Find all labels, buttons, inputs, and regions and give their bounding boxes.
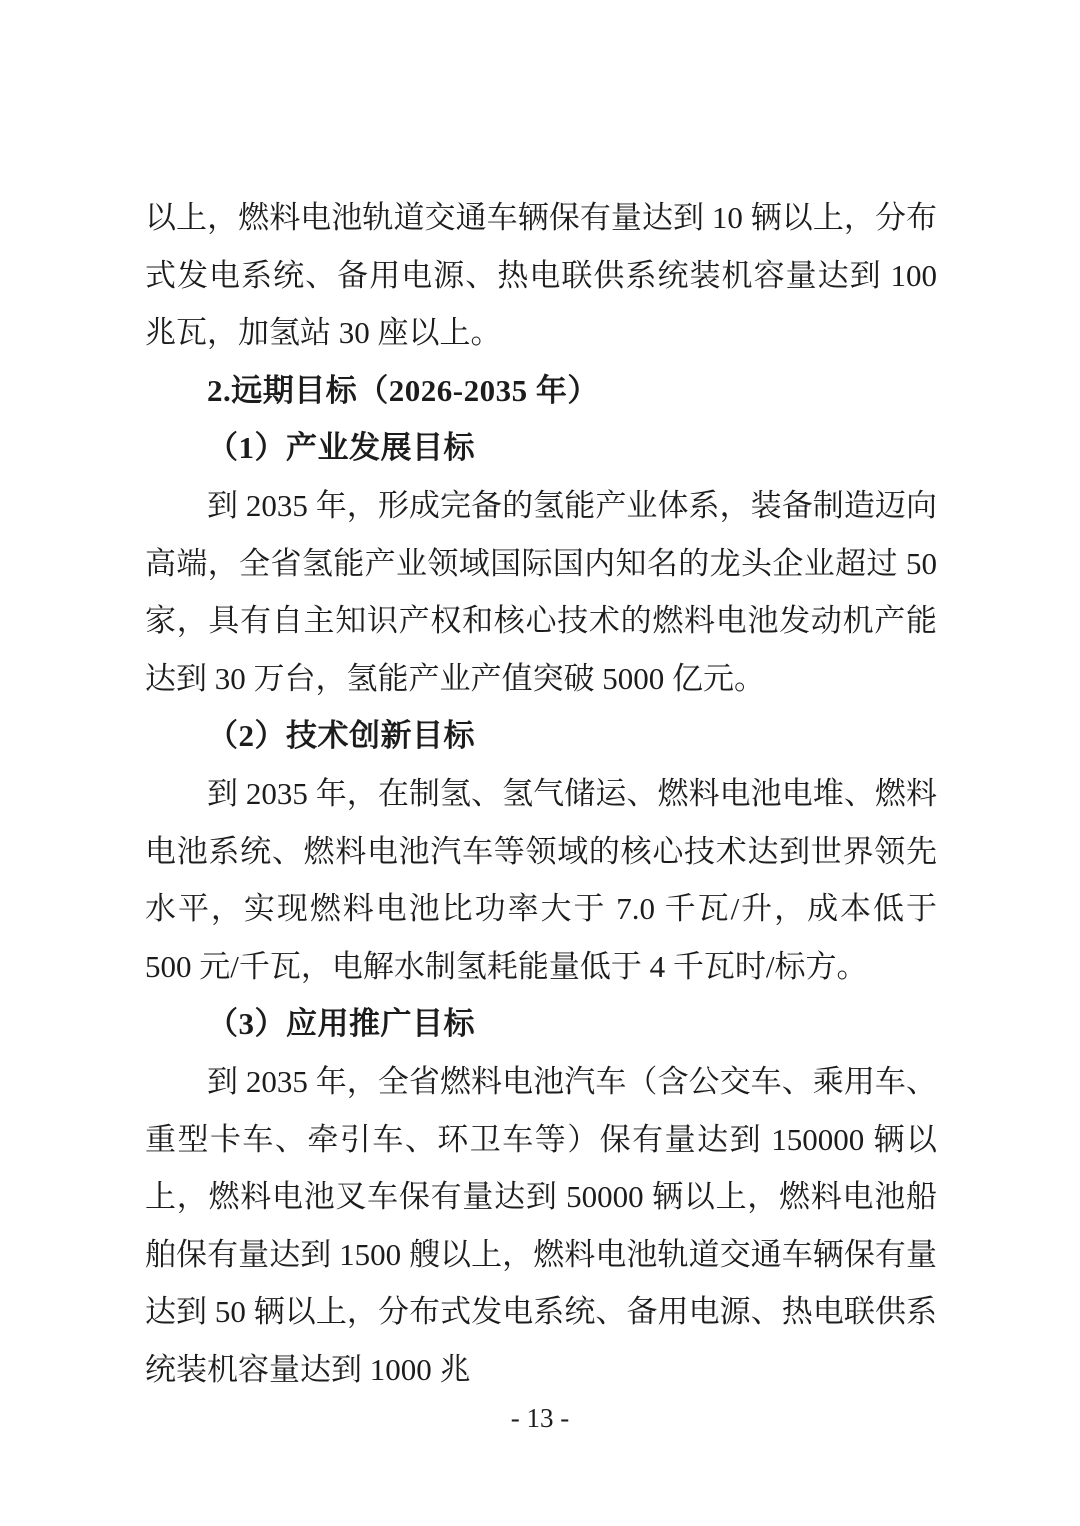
document-body: [145, 189, 937, 1398]
subsection-heading-application-promotion-goal: （3）应用推广目标: [207, 1006, 475, 1042]
paragraph-continuation-near-term-goals: 以上，燃料电池轨道交通车辆保有量达到 10 辆以上，分布式发电系统、备用电源、热电联供系统装机容量达到 100 兆瓦，加氢站 30 座以上。: [145, 200, 937, 351]
page-footer: [0, 1398, 1080, 1438]
paragraph-industry-development-goal: 到 2035 年，形成完备的氢能产业体系，装备制造迈向高端，全省氢能产业领域国际国内知名的龙头企业超过 50 家，具有自主知识产权和核心技术的燃料电池发动机产能达到 30 万台，氢能产业产值突破 5000 亿元。: [145, 487, 937, 696]
page-number: - 13 -: [510, 1403, 570, 1433]
section-heading-long-term-goals: 2.远期目标（2026-2035 年）: [207, 372, 599, 408]
subsection-heading-industry-development-goal: （1）产业发展目标: [207, 430, 475, 466]
subsection-heading-technology-innovation-goal: （2）技术创新目标: [207, 718, 475, 754]
paragraph-application-promotion-goal: 到 2035 年，全省燃料电池汽车（含公交车、乘用车、重型卡车、牵引车、环卫车等）保有量达到 150000 辆以上，燃料电池叉车保有量达到 50000 辆以上，燃料电池船舶保有量达到 1500 艘以上，燃料电池轨道交通车辆保有量达到 50 辆以上，分布式发电系统、备用电源、热电联供系统装机容量达到 1000 兆: [145, 1063, 937, 1387]
paragraph-technology-innovation-goal: 到 2035 年，在制氢、氢气储运、燃料电池电堆、燃料电池系统、燃料电池汽车等领域的核心技术达到世界领先水平，实现燃料电池比功率大于 7.0 千瓦/升，成本低于 500 元/千瓦，电解水制氢耗能量低于 4 千瓦时/标方。: [145, 775, 937, 984]
